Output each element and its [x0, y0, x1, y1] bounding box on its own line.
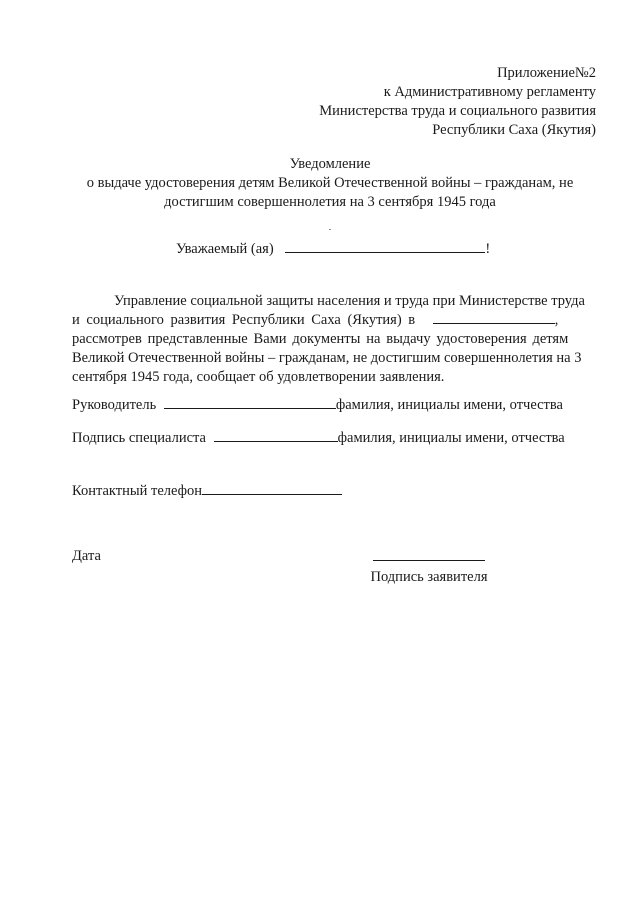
- appendix-ministry: Министерства труда и социального развития: [319, 103, 596, 119]
- head-description: фамилия, инициалы имени, отчества: [335, 397, 563, 413]
- greeting-prefix: Уважаемый (ая): [176, 241, 274, 257]
- date-label: Дата: [72, 548, 101, 564]
- contact-phone-field[interactable]: [202, 482, 342, 495]
- head-signature-row: [72, 396, 563, 414]
- specialist-signature-field[interactable]: [214, 429, 338, 442]
- appendix-republic: Республики Саха (Якутия): [432, 122, 596, 138]
- document-title: [60, 155, 600, 212]
- contact-phone-row: [72, 482, 342, 500]
- applicant-signature-caption: Подпись заявителя: [370, 569, 488, 585]
- body-line-3: рассмотрев представленные Вами документы на выдачу удостоверения детям: [72, 331, 569, 347]
- body-line-1: Управление социальной защиты населения и труда при Министерстве труда: [114, 293, 585, 309]
- applicant-signature-field[interactable]: [373, 548, 485, 561]
- appendix-number: Приложение№2: [497, 65, 596, 81]
- notification-body: [72, 292, 594, 387]
- body-line-2-comma: ,: [554, 312, 559, 328]
- appendix-header: [319, 64, 596, 140]
- specialist-label: Подпись специалиста: [72, 430, 206, 446]
- specialist-description: фамилия, инициалы имени, отчества: [337, 430, 565, 446]
- title-subject-line2: достигшим совершеннолетия на 3 сентября 1945 года: [164, 194, 496, 210]
- head-label: Руководитель: [72, 397, 157, 413]
- greeting: [176, 240, 490, 258]
- title-subject-line1: о выдаче удостоверения детям Великой Отечественной войны – гражданам, не: [86, 175, 574, 191]
- greeting-suffix: !: [485, 241, 491, 257]
- applicant-signature-block: [362, 548, 496, 586]
- body-line-5: сентября 1945 года, сообщает об удовлетворении заявления.: [72, 369, 445, 385]
- appendix-reference: к Административному регламенту: [383, 84, 596, 100]
- scan-speck: [329, 229, 331, 230]
- recipient-name-field[interactable]: [285, 240, 485, 253]
- title-heading: Уведомление: [289, 156, 371, 172]
- department-location-field[interactable]: [433, 311, 555, 324]
- head-signature-field[interactable]: [164, 396, 336, 409]
- body-line-2-text: и социального развития Республики Саха (Якутия) в: [72, 312, 416, 328]
- body-line-4: Великой Отечественной войны – гражданам, не достигшим совершеннолетия на 3: [72, 350, 582, 366]
- contact-label: Контактный телефон: [72, 483, 203, 499]
- specialist-signature-row: [72, 429, 565, 447]
- body-line-2: [72, 311, 594, 330]
